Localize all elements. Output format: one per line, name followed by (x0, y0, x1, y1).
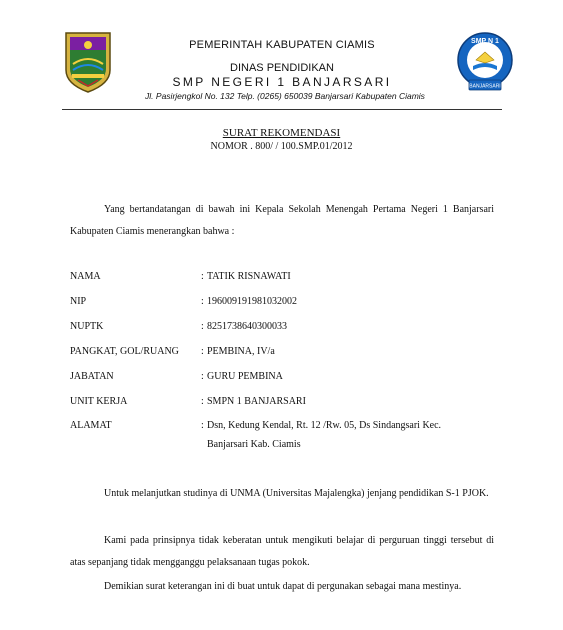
field-value-nuptk: 8251738640300033 (207, 321, 287, 332)
field-value-jabatan: GURU PEMBINA (207, 371, 283, 382)
field-label-alamat: ALAMAT (70, 420, 112, 431)
purpose-paragraph: Untuk melanjutkan studinya di UNMA (Universitas Majalengka) jenjang pendidikan S-1 PJOK. (104, 488, 489, 499)
field-colon: : (201, 321, 204, 332)
letter-number: NOMOR . 800/ / 100.SMP.01/2012 (210, 141, 353, 152)
field-colon: : (201, 271, 204, 282)
field-label-nip: NIP (70, 296, 87, 307)
letter-title: SURAT REKOMENDASI (222, 127, 341, 139)
field-value-nama: TATIK RISNAWATI (207, 271, 291, 282)
field-label-pangkat: PANGKAT, GOL/RUANG (70, 346, 179, 357)
letterhead-divider (62, 109, 502, 110)
field-label-unit-kerja: UNIT KERJA (70, 396, 128, 407)
approval-paragraph: Kami pada prinsipnya tidak keberatan untuk mengikuti belajar di perguruan tinggi tersebut di atas sepanjang tidak mengganggu pelaksanaan tugas pokok. (70, 535, 494, 568)
logo-bottom-text: BANJARSARI (469, 83, 501, 90)
letterhead-department-name: DINAS PENDIDIKAN (230, 62, 334, 74)
field-colon: : (201, 371, 204, 382)
field-value-alamat: Dsn, Kedung Kendal, Rt. 12 /Rw. 05, Ds Sindangsari Kec. (207, 420, 442, 431)
letterhead-address: Jl. Pasirjengkol No. 132 Telp. (0265) 650039 Banjarsari Kabupaten Ciamis (145, 91, 425, 101)
ciamis-regency-emblem-icon (63, 30, 113, 94)
logo-top-text: SMP N 1 (471, 38, 499, 45)
closing-paragraph: Demikian surat keterangan ini di buat untuk dapat di pergunakan sebagai mana mestinya. (104, 581, 462, 592)
smpn1-school-emblem-icon (456, 30, 514, 96)
field-value-pangkat: PEMBINA, IV/a (207, 346, 275, 357)
field-colon: : (201, 346, 204, 357)
field-label-jabatan: JABATAN (70, 371, 114, 382)
field-label-nama: NAMA (70, 271, 101, 282)
field-value-alamat-line2: Banjarsari Kab. Ciamis (207, 439, 301, 450)
letterhead-school-name: SMP NEGERI 1 BANJARSARI (172, 75, 392, 89)
field-label-nuptk: NUPTK (70, 321, 104, 332)
field-value-unit-kerja: SMPN 1 BANJARSARI (207, 396, 306, 407)
field-colon: : (201, 396, 204, 407)
field-colon: : (201, 296, 204, 307)
field-colon: : (201, 420, 204, 431)
opening-paragraph: Yang bertandatangan di bawah ini Kepala Sekolah Menengah Pertama Negeri 1 Banjarsari Kabupaten Ciamis menerangkan bahwa : (70, 204, 494, 237)
letterhead-government-name: PEMERINTAH KABUPATEN CIAMIS (189, 39, 375, 51)
field-value-nip: 196009191981032002 (207, 296, 297, 307)
